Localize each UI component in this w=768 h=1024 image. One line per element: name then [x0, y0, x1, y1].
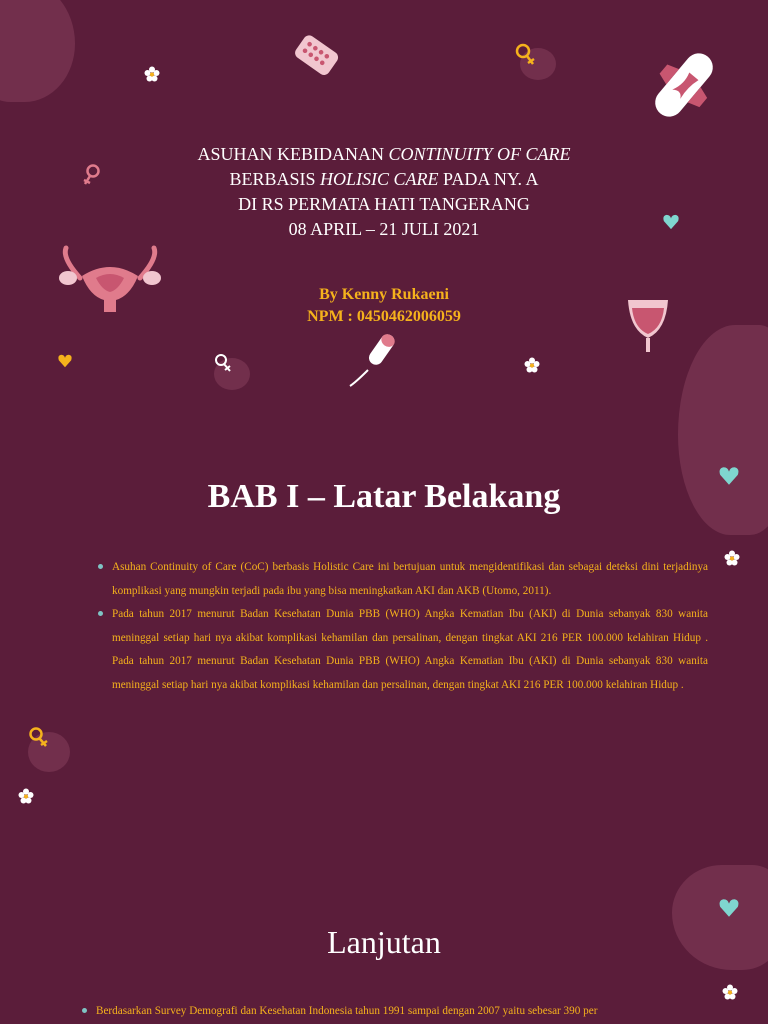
- title-line-2: BERBASIS HOLISIC CARE PADA NY. A: [229, 169, 539, 189]
- flower-icon: [18, 788, 34, 804]
- bullet-item: Berdasarkan Survey Demografi dan Kesehatan Indonesia tahun 1991 sampai dengan 2007 yaitu sebesar 390 per: [80, 1000, 708, 1024]
- pill-pack-icon: [288, 28, 344, 84]
- document-title: [0, 142, 768, 242]
- heart-icon: [57, 354, 73, 368]
- section-bullets: [80, 1000, 708, 1024]
- flower-icon: [524, 357, 540, 373]
- author-npm: NPM : 0450462006059: [307, 308, 461, 325]
- title-line-1: ASUHAN KEBIDANAN CONTINUITY OF CARE: [197, 144, 571, 164]
- section-bullets: [96, 556, 708, 698]
- decor-blob: [0, 0, 75, 102]
- tampon-icon: [346, 328, 406, 392]
- flower-icon: [724, 550, 740, 566]
- flower-icon: [144, 66, 160, 82]
- female-symbol-icon: [512, 42, 538, 70]
- bullet-item: Pada tahun 2017 menurut Badan Kesehatan Dunia PBB (WHO) Angka Kematian Ibu (AKI) di Dunia sebanyak 830 wanita meninggal setiap hari nya akibat komplikasi kehamilan dan persalinan, dengan tingkat AKI 216 PER 100.000 kelahiran Hidup . Pada tahun 2017 menurut Badan Kesehatan Dunia PBB (WHO) Angka Kematian Ibu (AKI) di Dunia sebanyak 830 wanita meninggal setiap hari nya akibat komplikasi kehamilan dan persalinan, dengan tingkat AKI 216 PER 100.000 kelahiran Hidup .: [96, 603, 708, 697]
- female-symbol-icon: [212, 352, 234, 376]
- author-name: By Kenny Rukaeni: [319, 286, 449, 303]
- section-heading: Lanjutan: [327, 924, 441, 960]
- title-line-3: DI RS PERMATA HATI TANGERANG: [238, 194, 530, 214]
- author-info: [0, 284, 768, 328]
- female-symbol-icon: [26, 726, 50, 752]
- heart-icon: [718, 898, 740, 918]
- flower-icon: [722, 984, 738, 1000]
- bullet-item: Asuhan Continuity of Care (CoC) berbasis Holistic Care ini bertujuan untuk mengidentifikasi dan sebagai deteksi dini terjadinya komplikasi yang mungkin terjadi pada ibu yang bisa meningkatkan AKI dan AKB (Utomo, 2011).: [96, 556, 708, 603]
- sanitary-pad-icon: [648, 46, 720, 124]
- title-line-4: 08 APRIL – 21 JULI 2021: [288, 219, 480, 239]
- section-heading: BAB I – Latar Belakang: [207, 478, 561, 515]
